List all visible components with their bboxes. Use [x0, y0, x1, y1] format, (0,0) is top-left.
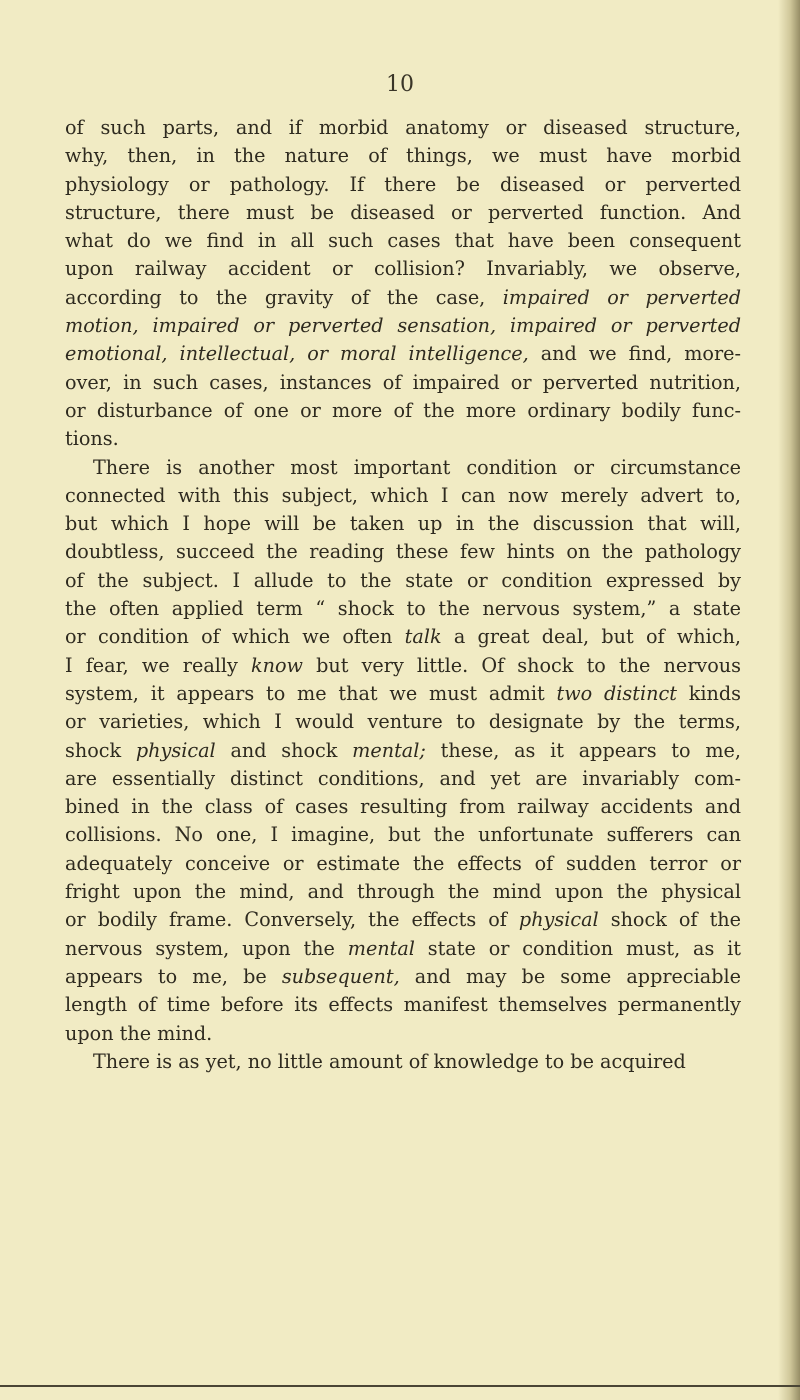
paragraph-1-line [65, 199, 741, 227]
text-run: but which I hope will be taken up in the discussion that will, [65, 512, 741, 536]
italic-text: physical [518, 908, 599, 932]
paragraph-2-line [65, 482, 741, 510]
text-run: or disturbance of one or more of the more ordinary bodily func- [65, 398, 741, 422]
paragraph-1-line [65, 142, 741, 170]
text-run: upon railway accident or collision? Invariably, we observe, [65, 257, 741, 281]
text-run: but very little. Of shock to the nervous [302, 653, 741, 677]
text-run: of such parts, and if morbid anatomy or diseased structure, [65, 116, 741, 139]
text-run: I fear, we really [65, 653, 252, 677]
paragraph-2-line [65, 906, 741, 934]
text-run: tions. [65, 427, 119, 451]
paragraph-2-line [65, 793, 741, 821]
paragraph-2-line [65, 708, 741, 736]
paragraph-2-line [65, 850, 741, 878]
text-run: adequately conceive or estimate the effects of sudden terror or [65, 851, 741, 875]
paragraph-2-line [65, 878, 741, 906]
text-run: shock of the [598, 908, 741, 932]
paragraph-2-line [65, 935, 741, 963]
text-run: and we find, more- [528, 342, 741, 366]
bottom-rule [0, 1385, 800, 1387]
paragraph-2-line [65, 510, 741, 538]
text-run: over, in such cases, instances of impaired or perverted nutrition, [65, 370, 741, 394]
text-run: these, as it appears to me, [425, 738, 741, 762]
italic-text: know [251, 653, 303, 677]
paragraph-1-line [65, 340, 741, 368]
text-run: of the subject. I allude to the state or condition expressed by [65, 568, 741, 592]
italic-text: talk [404, 625, 442, 649]
paragraph-2-line [65, 737, 741, 765]
paragraph-2-line [65, 652, 741, 680]
text-run: There is as yet, no little amount of knowledge to be acquired [93, 1049, 686, 1073]
text-run: are essentially distinct conditions, and yet are invariably com- [65, 766, 741, 790]
page-edge-shadow [778, 0, 800, 1400]
italic-text: mental; [352, 738, 426, 762]
paragraph-1-line [65, 114, 741, 142]
text-run: and shock [215, 738, 353, 762]
italic-text: impaired or perverted [502, 285, 741, 309]
text-run: appears to me, be [65, 964, 282, 988]
paragraph-2-line [65, 680, 741, 708]
text-run: state or condition must, as it [414, 936, 741, 960]
body-text [65, 114, 741, 1076]
text-run: There is another most important condition or circumstance [93, 455, 741, 479]
paragraph-2-line [65, 538, 741, 566]
italic-text: two distinct [556, 681, 677, 705]
text-run: according to the gravity of the case, [65, 285, 503, 309]
paragraph-2-line [65, 963, 741, 991]
text-run: or bodily frame. Conversely, the effects of [65, 908, 519, 932]
text-run: shock [65, 738, 136, 762]
italic-text: mental [347, 936, 415, 960]
paragraph-1-line [65, 425, 741, 453]
paragraph-1-line [65, 312, 741, 340]
text-run: why, then, in the nature of things, we must have morbid [65, 144, 741, 168]
italic-text: motion, impaired or perverted sensation, impaired or perverted [65, 314, 741, 338]
text-run: length of time before its effects manifest themselves permanently [65, 993, 741, 1017]
paragraph-3-line [65, 1048, 741, 1076]
text-run: collisions. No one, I imagine, but the unfortunate sufferers can [65, 823, 741, 847]
text-run: fright upon the mind, and through the mind upon the physical [65, 880, 741, 904]
text-run: connected with this subject, which I can now merely advert to, [65, 483, 741, 507]
text-run: bined in the class of cases resulting from railway accidents and [65, 795, 741, 819]
paragraph-1-line [65, 255, 741, 283]
text-run: kinds [676, 681, 741, 705]
text-run: the often applied term “ shock to the nervous system,” a state [65, 597, 741, 621]
text-run: nervous system, upon the [65, 936, 348, 960]
text-run: upon the mind. [65, 1021, 213, 1045]
paragraph-1-line [65, 284, 741, 312]
italic-text: subsequent, [281, 964, 400, 988]
italic-text: emotional, intellectual, or moral intelligence, [65, 342, 529, 366]
paragraph-2-line [65, 567, 741, 595]
paragraph-1-line [65, 171, 741, 199]
page-number: 10 [386, 72, 414, 97]
text-run: what do we find in all such cases that have been consequent [65, 229, 741, 253]
text-run: physiology or pathology. If there be diseased or perverted [65, 172, 741, 196]
text-run: or condition of which we often [65, 625, 405, 649]
paragraph-2-line [65, 821, 741, 849]
text-run: structure, there must be diseased or perverted function. And [65, 200, 741, 224]
text-run: and may be some appreciable [399, 964, 741, 988]
italic-text: physical [135, 738, 216, 762]
text-run: or varieties, which I would venture to designate by the terms, [65, 710, 741, 734]
paragraph-1-line [65, 397, 741, 425]
paragraph-2-line [65, 991, 741, 1019]
text-run: system, it appears to me that we must admit [65, 681, 557, 705]
text-run: doubtless, succeed the reading these few hints on the pathology [65, 540, 741, 564]
paragraph-1-line [65, 369, 741, 397]
paragraph-2-line [65, 1020, 741, 1048]
paragraph-2-line [65, 454, 741, 482]
paragraph-2-line [65, 595, 741, 623]
paragraph-2-line [65, 765, 741, 793]
paragraph-2-line [65, 623, 741, 651]
text-run: a great deal, but of which, [441, 625, 742, 649]
paragraph-1-line [65, 227, 741, 255]
